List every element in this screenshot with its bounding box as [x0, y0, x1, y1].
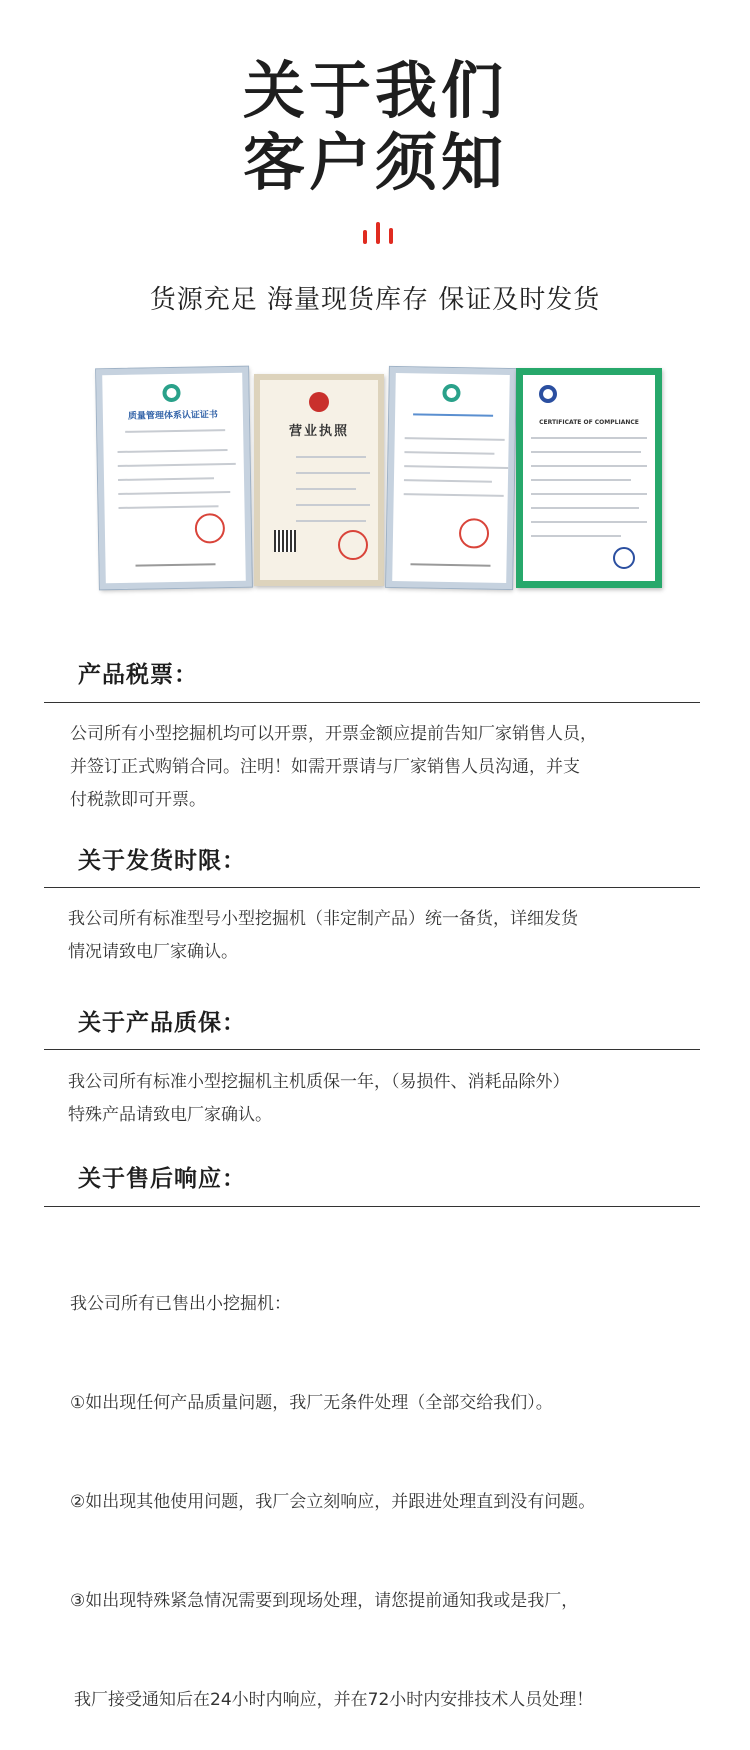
section-title-tax-invoice: 产品税票：	[78, 662, 198, 688]
red-seal-icon	[195, 513, 226, 544]
section-title-shipping-time: 关于发货时限：	[78, 848, 246, 874]
text-line: 特殊产品请致电厂家确认。	[68, 1105, 272, 1125]
text-line: ②如出现其他使用问题，我厂会立刻响应，并跟进处理直到没有问题。	[70, 1492, 596, 1512]
text-line: 付税款即可开票。	[70, 790, 206, 810]
section-title-warranty: 关于产品质保：	[78, 1010, 246, 1036]
section-text-shipping-time	[68, 903, 578, 969]
divider	[44, 887, 700, 888]
divider	[44, 1049, 700, 1050]
business-license-image	[254, 374, 384, 586]
subtitle: 货源充足 海量现货库存 保证及时发货	[149, 285, 601, 315]
divider	[44, 702, 700, 703]
accent-bars-decoration	[361, 222, 405, 244]
cert-heading: 质量管理体系认证证书	[127, 410, 218, 422]
text-line: 我公司所有标准型号小型挖掘机（非定制产品）统一备货，详细发货	[68, 909, 578, 929]
text-line: 并签订正式购销合同。注明！如需开票请与厂家销售人员沟通，并支	[70, 757, 580, 777]
section-text-tax-invoice	[70, 718, 597, 817]
ce-compliance-certificate-image	[516, 368, 662, 588]
page-title-secondary: 客户须知	[242, 126, 507, 199]
certificates-gallery	[98, 360, 664, 588]
text-line: 我公司所有标准小型挖掘机主机质保一年，（易损件、消耗品除外）	[68, 1072, 570, 1092]
text-line: 我公司所有已售出小挖掘机：	[70, 1294, 291, 1314]
text-line: ①如出现任何产品质量问题，我厂无条件处理（全部交给我们）。	[70, 1393, 553, 1413]
cert-logo-icon	[162, 384, 180, 402]
cert-logo-icon	[442, 384, 460, 402]
blue-seal-icon	[613, 547, 635, 569]
divider	[44, 1206, 700, 1207]
text-line: 情况请致电厂家确认。	[68, 942, 238, 962]
red-seal-icon	[459, 518, 490, 549]
license-heading: 营业执照	[288, 424, 349, 439]
quality-management-certificate-image	[96, 367, 252, 590]
environment-certificate-image	[386, 367, 516, 589]
qr-code-icon	[274, 530, 296, 552]
section-text-after-sales	[70, 1222, 595, 1750]
red-seal-icon	[338, 530, 368, 560]
eu-stars-icon	[539, 385, 557, 403]
section-text-warranty	[68, 1066, 570, 1132]
section-title-after-sales: 关于售后响应：	[78, 1166, 246, 1192]
ce-heading: CERTIFICATE OF COMPLIANCE	[539, 419, 639, 426]
page-title: 关于我们	[242, 54, 507, 127]
text-line: 公司所有小型挖掘机均可以开票，开票金额应提前告知厂家销售人员，	[70, 724, 597, 744]
national-emblem-icon	[309, 392, 329, 412]
text-line: 我厂接受通知后在24小时内响应，并在72小时内安排技术人员处理！	[74, 1690, 594, 1710]
text-line: ③如出现特殊紧急情况需要到现场处理，请您提前通知我或是我厂，	[70, 1591, 579, 1611]
